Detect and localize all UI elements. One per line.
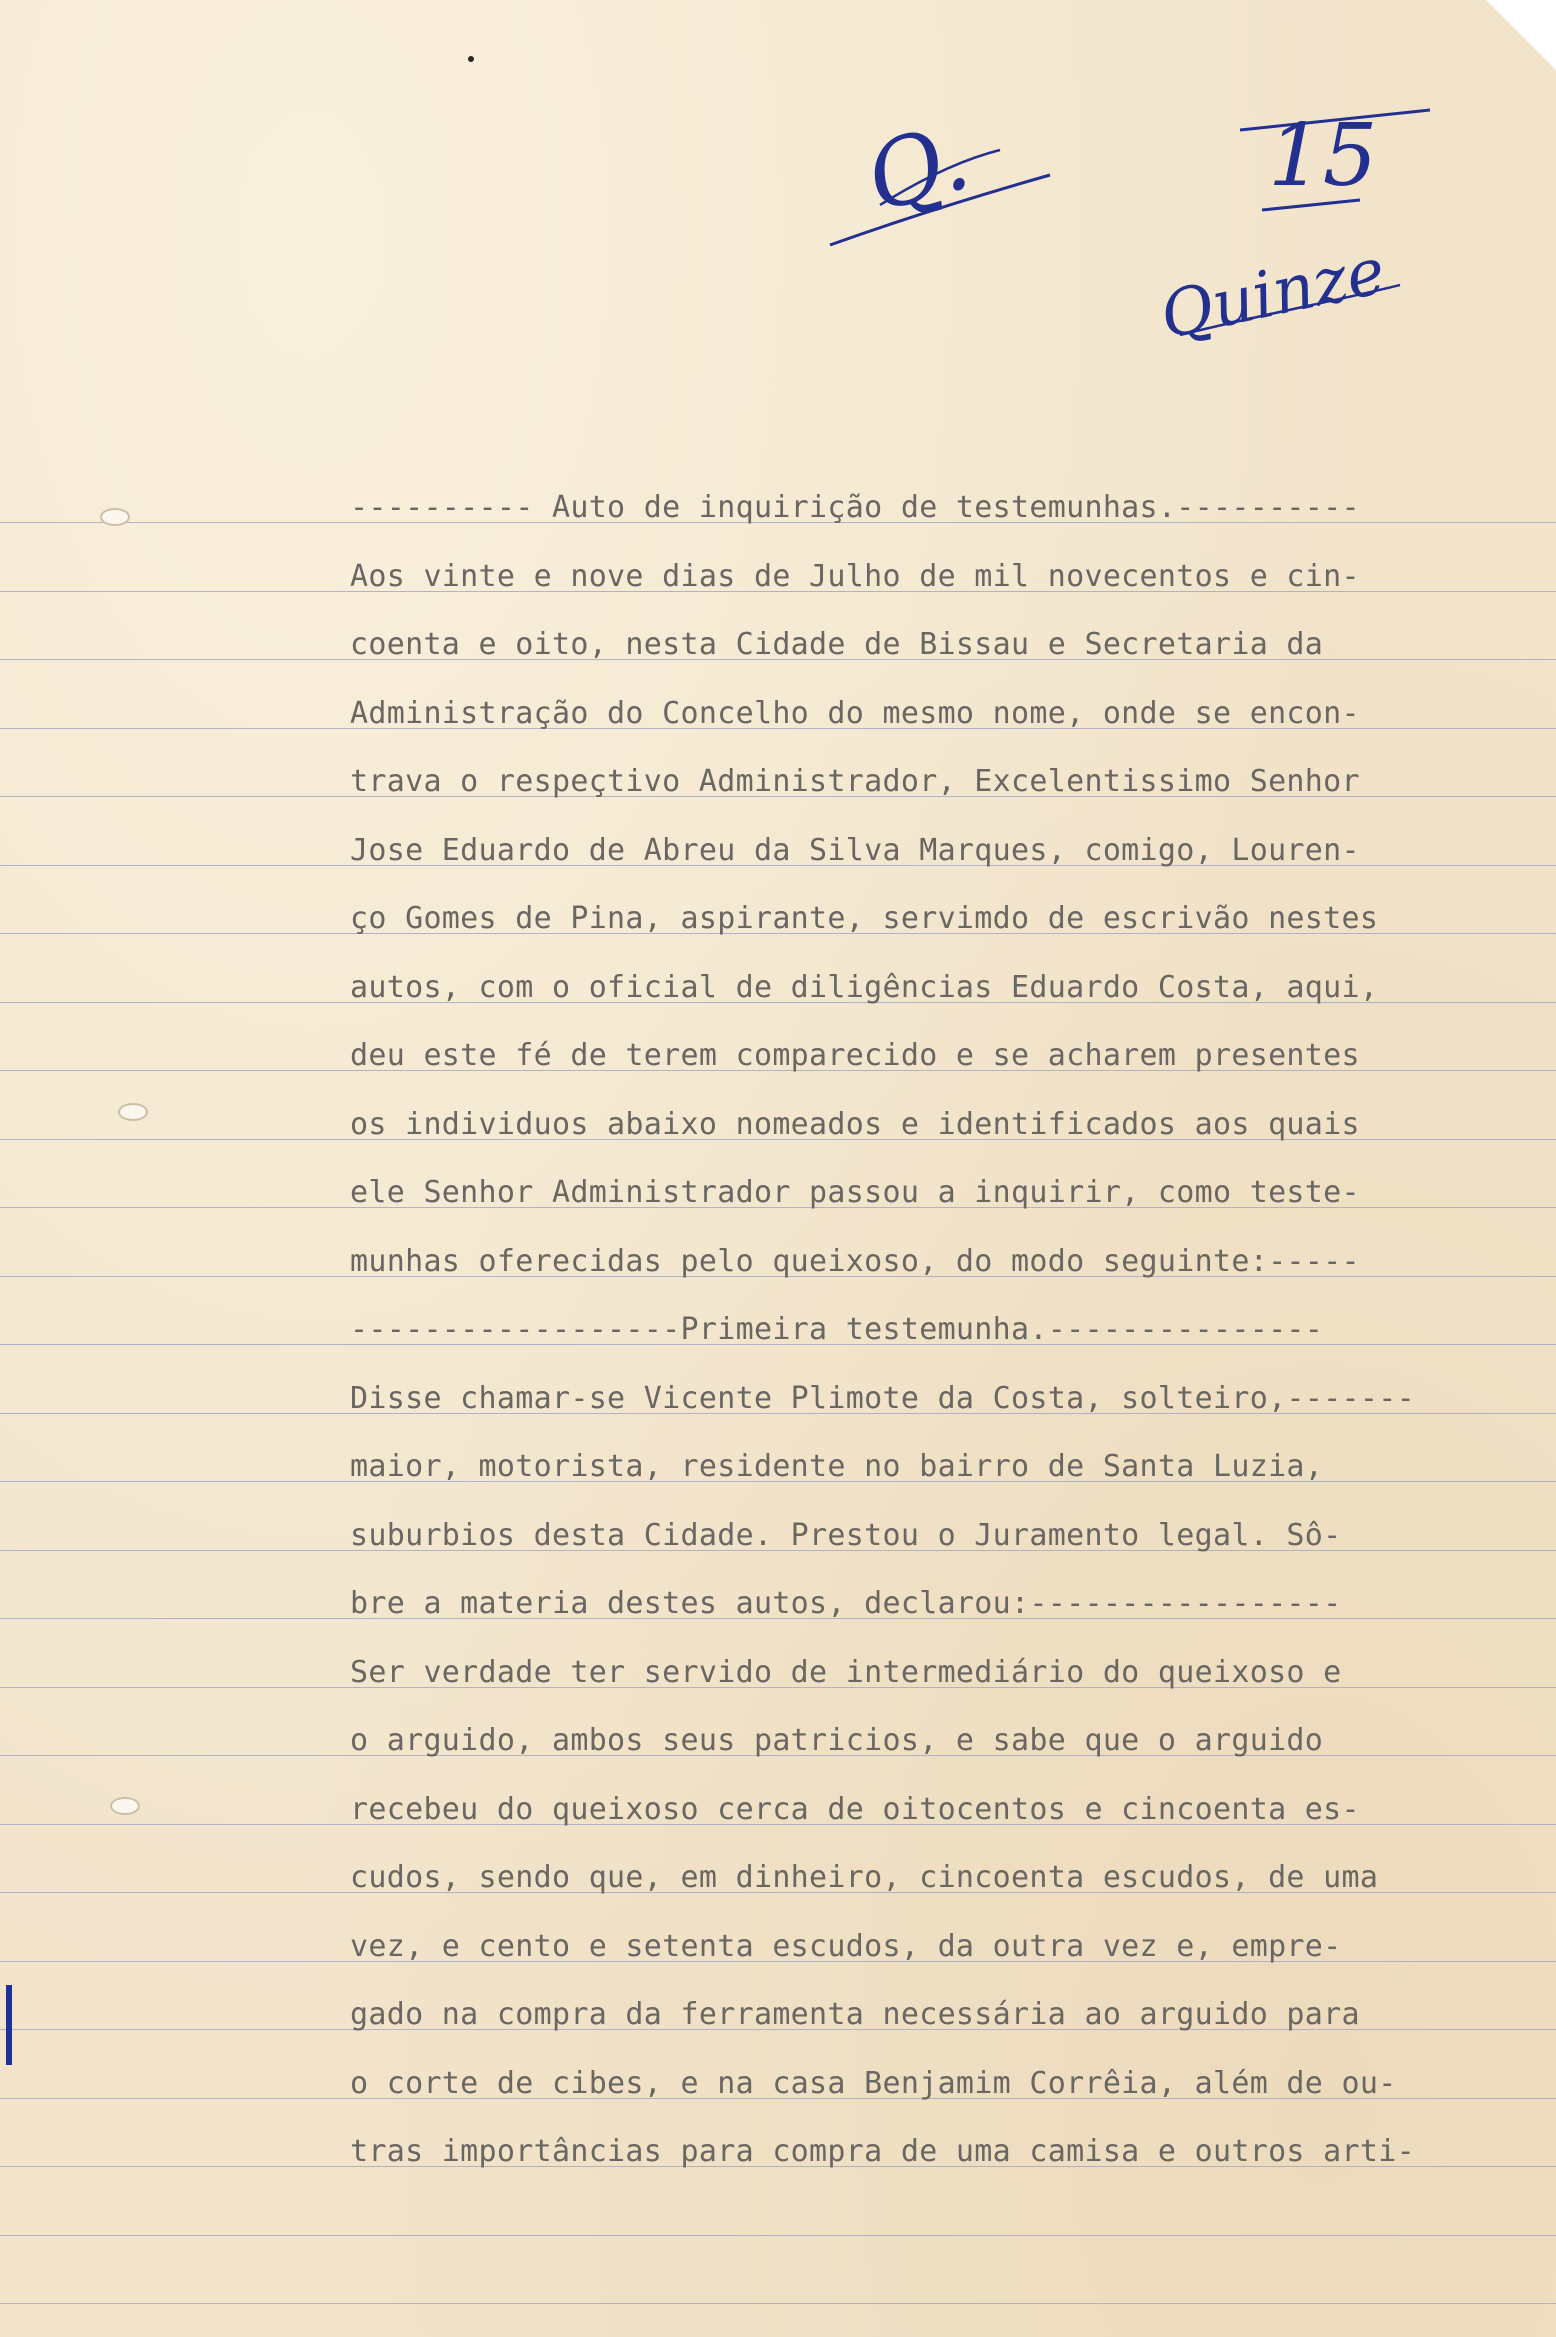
punch-hole-bottom: [110, 1797, 140, 1815]
typed-line: gado na compra da ferramenta necessária ao arguido para: [350, 1997, 1360, 2032]
handwritten-annotations: [0, 0, 1556, 400]
punch-hole-top: [100, 508, 130, 526]
typed-line: Administração do Concelho do mesmo nome, onde se encon-: [350, 695, 1360, 731]
typed-line: Disse chamar-se Vicente Plimote da Costa, solteiro,-------: [350, 1380, 1415, 1416]
typed-line: ------------------Primeira testemunha.---------------: [350, 1312, 1324, 1347]
typed-line: Jose Eduardo de Abreu da Silva Marques, comigo, Louren-: [350, 832, 1360, 868]
typed-line: autos, com o oficial de diligências Eduardo Costa, aqui,: [350, 969, 1379, 1005]
typed-line: tras importâncias para compra de uma camisa e outros arti-: [350, 2134, 1415, 2169]
typed-line: maior, motorista, residente no bairro de Santa Luzia,: [350, 1449, 1324, 1484]
typed-line: os individuos abaixo nomeados e identificados aos quais: [350, 1106, 1360, 1142]
typed-line: vez, e cento e setenta escudos, da outra vez e, empre-: [350, 1928, 1342, 1964]
signature-rubric: [830, 103, 1050, 245]
typed-line: cudos, sendo que, em dinheiro, cincoenta escudos, de uma: [350, 1860, 1379, 1895]
typed-line: deu este fé de terem comparecido e se acharem presentes: [350, 1038, 1360, 1073]
typed-line: ele Senhor Administrador passou a inquirir, como teste-: [350, 1175, 1360, 1210]
typed-line: trava o respeçtivo Administrador, Excelentissimo Senhor: [350, 764, 1360, 799]
page-number-text: 15: [1268, 106, 1378, 206]
page-number: [1240, 106, 1430, 210]
typed-line: ço Gomes de Pina, aspirante, servimdo de escrivão nestes: [350, 901, 1379, 936]
blue-edge-mark: [6, 1985, 12, 2065]
typed-line: suburbios desta Cidade. Prestou o Juramento legal. Sô-: [350, 1517, 1342, 1553]
signature-rubric-text: Q.: [854, 103, 981, 234]
typed-line: bre a materia destes autos, declarou:-----------------: [350, 1586, 1342, 1621]
typed-line: coenta e oito, nesta Cidade de Bissau e Secretaria da: [350, 627, 1324, 662]
typed-line: Ser verdade ter servido de intermediário do queixoso e: [350, 1654, 1342, 1690]
handwritten-word: [1154, 234, 1400, 354]
typed-line: o arguido, ambos seus patricios, e sabe que o arguido: [350, 1723, 1324, 1758]
typed-line: Aos vinte e nove dias de Julho de mil novecentos e cin-: [350, 558, 1360, 594]
typed-line: recebeu do queixoso cerca de oitocentos e cincoenta es-: [350, 1791, 1360, 1827]
ruled-line: [0, 2303, 1556, 2304]
typed-line: munhas oferecidas pelo queixoso, do modo seguinte:-----: [350, 1243, 1360, 1279]
handwritten-word-text: Quinze: [1154, 234, 1392, 354]
punch-hole-middle: [118, 1103, 148, 1121]
typed-line: o corte de cibes, e na casa Benjamim Corrêia, além de ou-: [350, 2065, 1397, 2101]
ruled-line: [0, 2235, 1556, 2236]
typed-line: ---------- Auto de inquirição de testemunhas.----------: [350, 490, 1360, 525]
